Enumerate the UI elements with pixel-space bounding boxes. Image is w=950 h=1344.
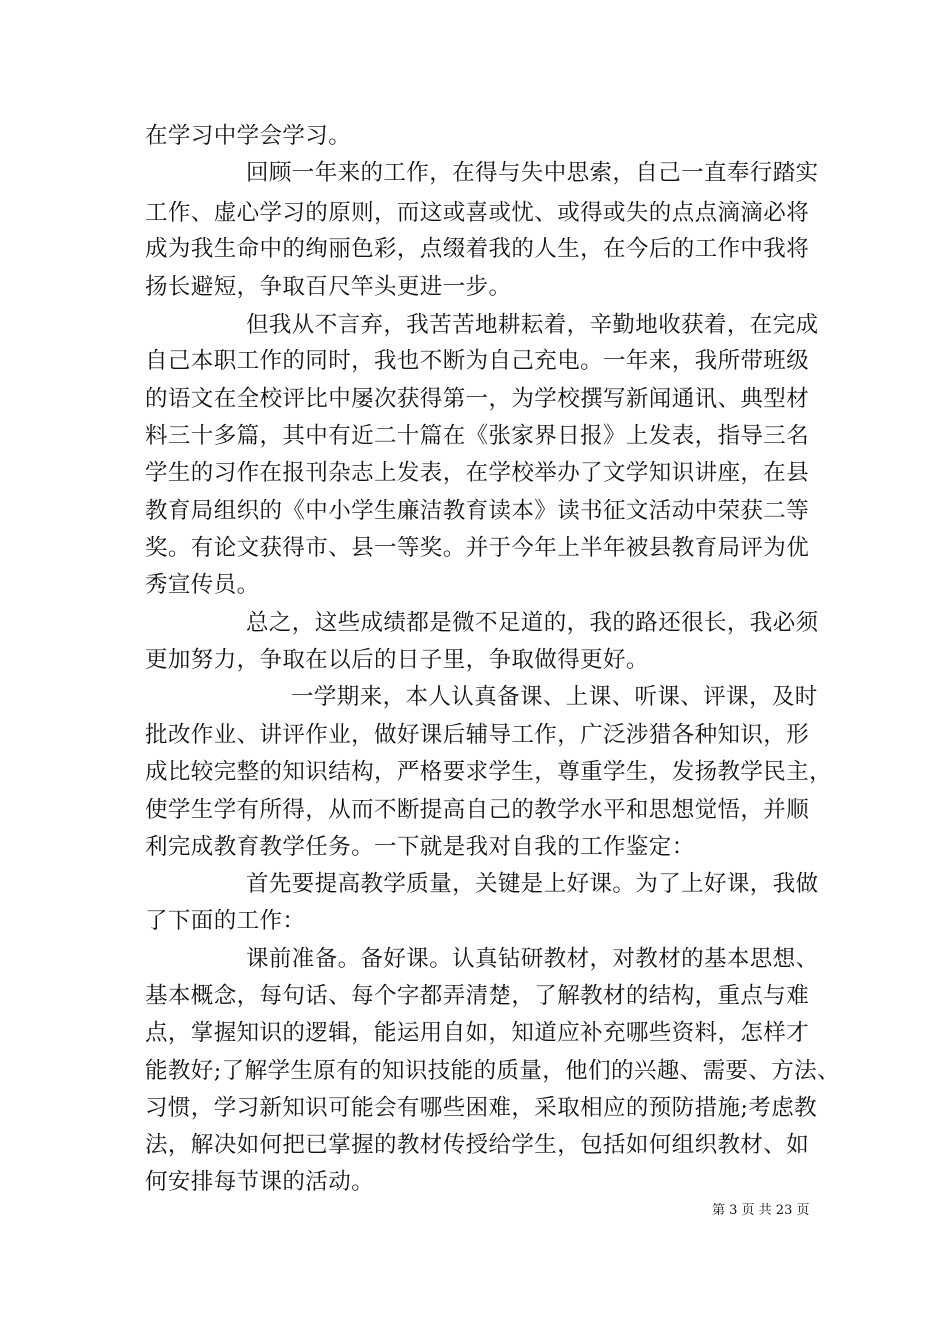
text-line: 首先要提高教学质量，关键是上好课。为了上好课，我做 xyxy=(246,871,819,897)
text-line: 基本概念，每句话、每个字都弄清楚，了解教材的结构，重点与难 xyxy=(145,983,810,1009)
text-line: 学生的习作在报刊杂志上发表，在学校举办了文学知识讲座，在县 xyxy=(145,460,810,486)
text-line: 在学习中学会学习。 xyxy=(145,123,352,149)
text-line: 工作、虚心学习的原则，而这或喜或忧、或得或失的点点滴滴必将 xyxy=(145,200,810,226)
text-line: 更加努力，争取在以后的日子里，争取做得更好。 xyxy=(145,647,649,673)
text-line: 了下面的工作： xyxy=(145,908,306,934)
text-line: 成比较完整的知识结构，严格要求学生，尊重学生，发扬教学民主， xyxy=(145,759,833,785)
text-line: 的语文在全校评比中屡次获得第一，为学校撰写新闻通讯、典型材 xyxy=(145,386,810,412)
text-line: 习惯，学习新知识可能会有哪些困难，采取相应的预防措施;考虑教 xyxy=(145,1095,818,1121)
text-line: 总之，这些成绩都是微不足道的，我的路还很长，我必须 xyxy=(246,610,819,636)
text-line: 回顾一年来的工作，在得与失中思索，自己一直奉行踏实 xyxy=(246,160,819,186)
text-line: 料三十多篇，其中有近二十篇在《张家界日报》上发表，指导三名 xyxy=(145,423,810,449)
text-line: 扬长避短，争取百尺竿头更进一步。 xyxy=(145,274,512,300)
text-line: 利完成教育教学任务。一下就是我对自我的工作鉴定： xyxy=(145,834,695,860)
text-line: 奖。有论文获得市、县一等奖。并于今年上半年被县教育局评为优 xyxy=(145,535,810,561)
text-line: 教育局组织的《中小学生廉洁教育读本》读书征文活动中荣获二等 xyxy=(145,498,810,524)
text-line: 一学期来，本人认真备课、上课、听课、评课，及时 xyxy=(291,684,818,710)
text-line: 但我从不言弃，我苦苦地耕耘着，辛勤地收获着，在完成 xyxy=(246,312,819,338)
text-line: 能教好;了解学生原有的知识技能的质量，他们的兴趣、需要、方法、 xyxy=(145,1058,840,1084)
text-line: 点，掌握知识的逻辑，能运用自如，知道应补充哪些资料，怎样才 xyxy=(145,1020,810,1046)
page-number: 第 3 页 共 23 页 xyxy=(712,1203,810,1218)
text-line: 成为我生命中的绚丽色彩，点缀着我的人生，在今后的工作中我将 xyxy=(145,236,810,262)
text-line: 课前准备。备好课。认真钻研教材，对教材的基本思想、 xyxy=(246,946,819,972)
text-line: 法，解决如何把已掌握的教材传授给学生，包括如何组织教材、如 xyxy=(145,1132,810,1158)
text-line: 批改作业、讲评作业，做好课后辅导工作，广泛涉猎各种知识，形 xyxy=(145,722,810,748)
text-line: 自己本职工作的同时，我也不断为自己充电。一年来，我所带班级 xyxy=(145,348,810,374)
text-line: 秀宣传员。 xyxy=(145,572,260,598)
text-line: 使学生学有所得，从而不断提高自己的教学水平和思想觉悟，并顺 xyxy=(145,797,810,823)
text-line: 何安排每节课的活动。 xyxy=(145,1169,375,1195)
